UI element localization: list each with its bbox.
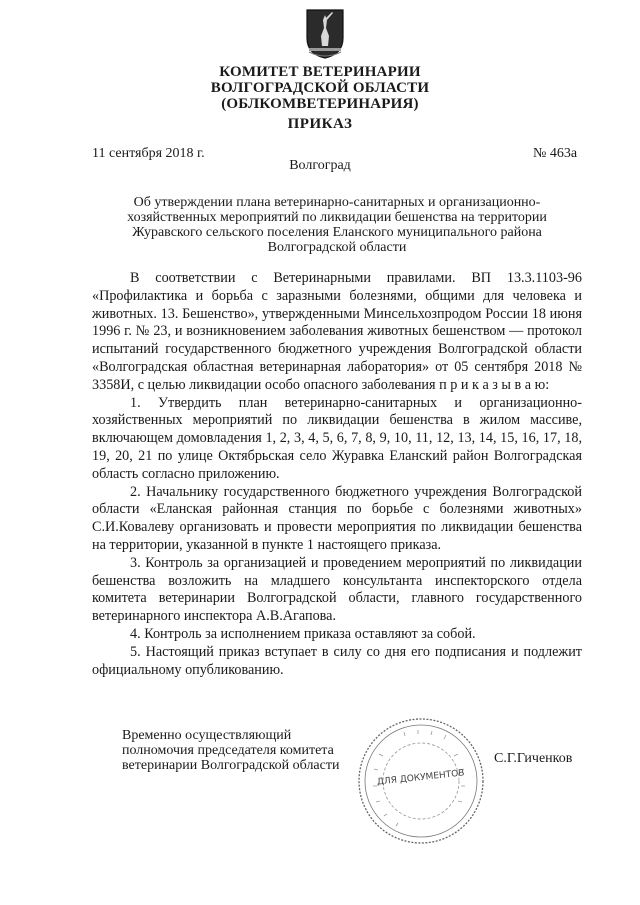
body-preamble: В соответствии с Ветеринарными правилами. ВП 13.3.1103-96 «Профилактика и борьба с заразными болезнями, общими для человека и животных. 13. Бешенство», утвержденными Минсельхозпродом России 18 июня 1996 г. № 23, и возникновением заболевания животных бешенством — протокол испытаний государственного бюджетного учреждения Волгоградской области «Волгоградская областная ветеринарная лаборатория» от 05 сентября 2018 № 3358И, с целью ликвидации особо опасного заболевания п р и к а з ы в а ю:: [92, 270, 582, 393]
org-line-2: ВОЛГОГРАДСКОЙ ОБЛАСТИ: [210, 80, 430, 96]
org-line-3: (ОБЛКОМВЕТЕРИНАРИЯ): [221, 96, 419, 112]
body-item-3: 3. Контроль за организацией и проведением мероприятий по ликвидации бешенства возложить на младшего консультанта инспекторского отдела комитета ветеринарии Волгоградской области, главного государственного ветеринарного инспектора А.В.Агапова.: [92, 554, 582, 625]
document-body: [92, 270, 582, 679]
document-type: ПРИКАЗ: [287, 116, 353, 132]
position-line-2: полномочия председателя комитета: [122, 743, 334, 758]
subject-line: Волгоградской области: [267, 240, 407, 255]
position-line-3: ветеринарии Волгоградской области: [122, 758, 340, 773]
subject-line: хозяйственных мероприятий по ликвидации бешенства на территории: [127, 210, 547, 225]
signatory-position: [122, 728, 339, 773]
subject-line: Об утверждении плана ветеринарно-санитарных и организационно-: [133, 195, 541, 210]
official-stamp-icon: [354, 714, 488, 848]
organization-name: [0, 64, 640, 112]
body-item-4: 4. Контроль за исполнением приказа оставляют за собой.: [130, 625, 476, 642]
body-item-1: 1. Утвердить план ветеринарно-санитарных и организационно-хозяйственных мероприятий по ликвидации бешенства в жилом массиве, включающем домовладения 1, 2, 3, 4, 5, 6, 7, 8, 9, 10, 11, 12, 13, 14, 15, 16, 17, 18, 19, 20, 21 по улице Октябрьская село Журавка Еланский район Волгоградская область согласно приложению.: [92, 394, 582, 482]
document-city: Волгоград: [289, 158, 351, 173]
document-subject: [92, 195, 582, 255]
document-number: № 463а: [533, 146, 578, 161]
org-line-1: КОМИТЕТ ВЕТЕРИНАРИИ: [219, 64, 421, 80]
coat-of-arms-icon: [305, 8, 345, 60]
subject-line: Журавского сельского поселения Еланского муниципального района: [132, 225, 542, 240]
document-date: 11 сентября 2018 г.: [92, 146, 205, 161]
stamp-text: ДЛЯ ДОКУМЕНТОВ: [376, 768, 466, 788]
body-item-5: 5. Настоящий приказ вступает в силу со дня его подписания и подлежит официальному опубликованию.: [92, 643, 582, 678]
position-line-1: Временно осуществляющий: [122, 728, 292, 743]
body-item-2: 2. Начальнику государственного бюджетного учреждения Волгоградской области «Еланская районная станция по борьбе с болезнями животных» С.И.Ковалеву организовать и провести мероприятия по ликвидации бешенства на территории, указанной в пункте 1 настоящего приказа.: [92, 483, 582, 553]
signatory-name: С.Г.Гиченков: [494, 751, 573, 766]
